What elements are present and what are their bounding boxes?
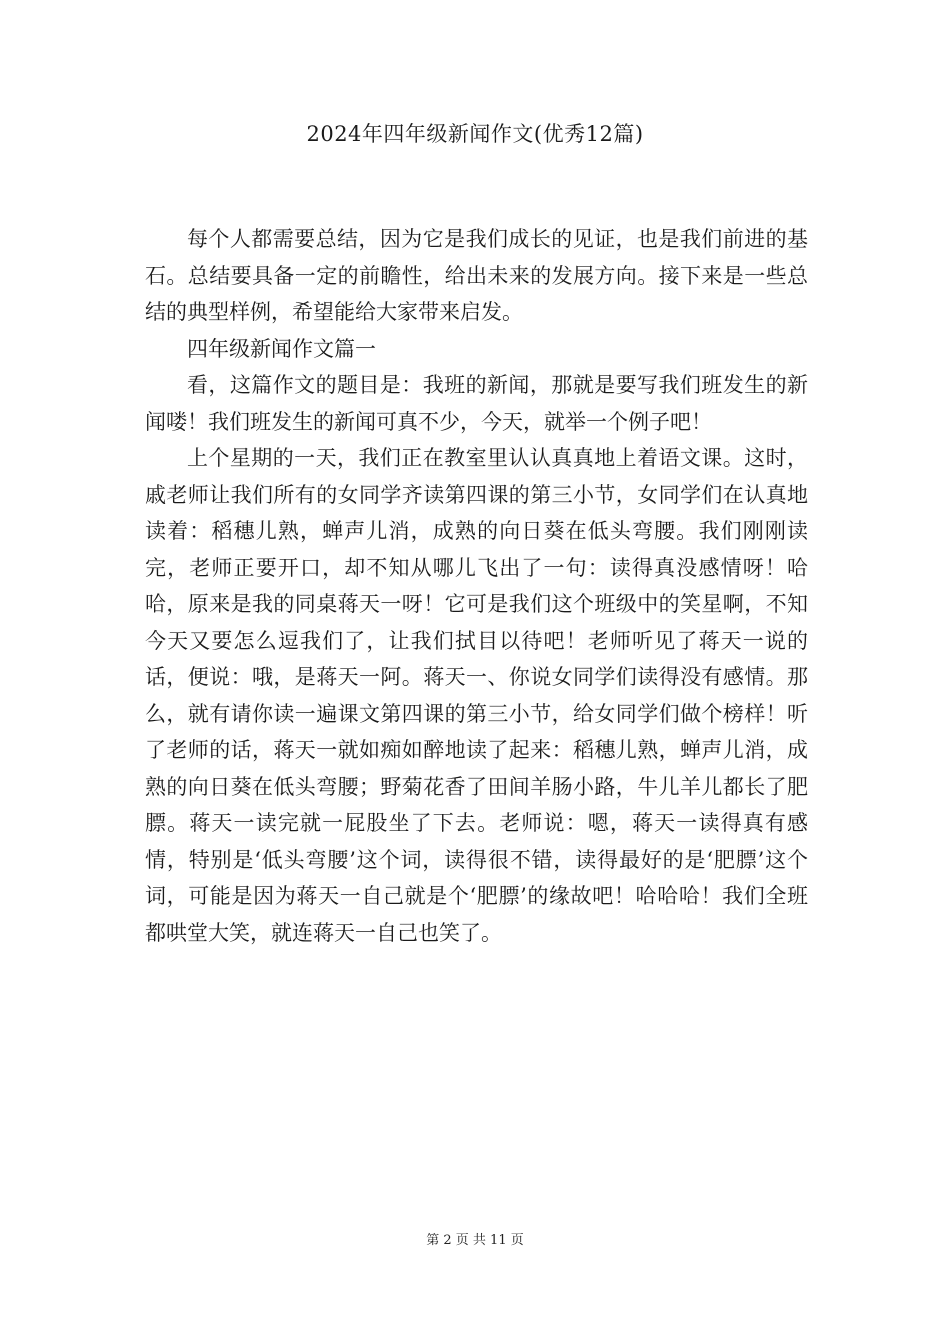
intro-paragraph: 每个人都需要总结，因为它是我们成长的见证，也是我们前进的基石。总结要具备一定的前瞻性，给出未来的发展方向。接下来是一些总结的典型样例，希望能给大家带来启发。 <box>145 227 808 324</box>
document-body <box>145 221 808 951</box>
document-title: 2024年四年级新闻作文(优秀12篇) <box>306 122 644 146</box>
section-heading: 四年级新闻作文篇一 <box>187 336 376 361</box>
page-footer: 第 2 页 共 11 页 <box>426 1233 524 1248</box>
body-paragraph: 上个星期的一天，我们正在教室里认认真真地上着语文课。这时，戚老师让我们所有的女同学齐读第四课的第三小节，女同学们在认真地读着：稻穗儿熟，蝉声儿消，成熟的向日葵在低头弯腰。我们刚刚读完，老师正要开口，却不知从哪儿飞出了一句：读得真没感情呀！哈哈，原来是我的同桌蒋天一呀！它可是我们这个班级中的笑星啊，不知今天又要怎么逗我们了，让我们拭目以待吧！老师听见了蒋天一说的话，便说：哦，是蒋天一阿。蒋天一、你说女同学们读得没有感情。那么，就有请你读一遍课文第四课的第三小节，给女同学们做个榜样！听了老师的话，蒋天一就如痴如醉地读了起来：稻穗儿熟，蝉声儿消，成熟的向日葵在低头弯腰；野菊花香了田间羊肠小路，牛儿羊儿都长了肥膘。蒋天一读完就一屁股坐了下去。老师说：嗯，蒋天一读得真有感情，特别是‘低头弯腰’这个词，读得很不错，读得最好的是‘肥膘’这个词，可能是因为蒋天一自己就是个‘肥膘’的缘故吧！哈哈哈！我们全班都哄堂大笑，就连蒋天一自己也笑了。 <box>145 446 808 945</box>
body-paragraph: 看，这篇作文的题目是：我班的新闻，那就是要写我们班发生的新闻喽！我们班发生的新闻可真不少，今天，就举一个例子吧！ <box>145 373 808 434</box>
